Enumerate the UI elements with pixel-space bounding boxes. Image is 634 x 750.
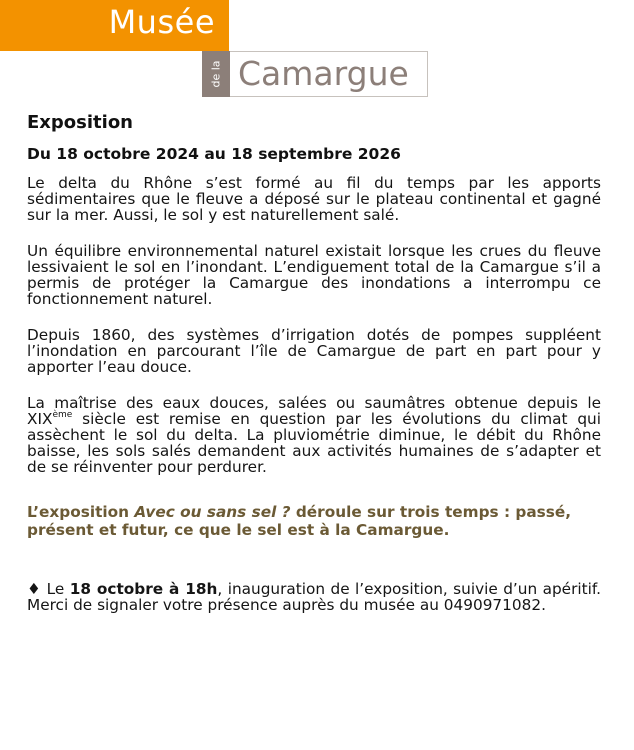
opening-event (27, 581, 601, 613)
paragraph-4 (27, 395, 601, 475)
event-le: Le (41, 580, 70, 598)
century-superscript: ème (52, 410, 73, 420)
paragraph-2: Un équilibre environnemental naturel existait lorsque les crues du fleuve lessivaient le sol en l’inondant. L’endiguement total de la Camargue s’il a permis de protéger la Camargue des inondations a interrompu ce fonctionnement naturel. (27, 242, 601, 308)
exhibition-summary (27, 503, 601, 539)
event-date: 18 octobre à 18h (69, 580, 218, 598)
summary-intro: L’exposition (27, 503, 135, 521)
logo-side-band (202, 51, 230, 97)
diamond-bullet-icon: ♦ (27, 580, 42, 598)
paragraph-4-part-2: siècle est remise en question par les évolutions du climat qui assèchent le sol du delta. La pluviométrie diminue, le débit du Rhône baisse, les sols salés demandent aux activités humaines de s’adapter et de se réinventer pour perdurer. (27, 410, 601, 476)
event-description: , inauguration de l’exposition, suivie d’un apéritif. Merci de signaler votre présence auprès du musée au 0490971082. (27, 580, 602, 614)
paragraph-1: Le delta du Rhône s’est formé au fil du temps par les apports sédimentaires que le fleuve a déposé sur le plateau continental et gagné sur la mer. Aussi, le sol y est naturellement salé. (27, 174, 601, 224)
paragraph-4-part-1: La maîtrise des eaux douces, salées ou saumâtres obtenue depuis le XIX (27, 394, 601, 428)
logo-musee-text: Musée (108, 3, 215, 41)
logo-bottom-box (202, 51, 428, 97)
logo-de-la-text: de la (209, 60, 223, 88)
paragraph-3: Depuis 1860, des systèmes d’irrigation dotés de pompes suppléent l’inondation en parcourant l’île de Camargue de part en part pour y apporter l’eau douce. (27, 326, 601, 376)
logo-top-band (0, 0, 229, 51)
exhibition-title: Avec ou sans sel ? (134, 503, 291, 521)
summary-rest: déroule sur trois temps : passé, présent et futur, ce que le sel est à la Camargue. (27, 503, 572, 539)
page-title: Exposition (27, 112, 133, 133)
logo-camargue-text: Camargue (238, 54, 409, 93)
exhibition-dates: Du 18 octobre 2024 au 18 septembre 2026 (27, 145, 401, 163)
document-body (27, 112, 601, 613)
